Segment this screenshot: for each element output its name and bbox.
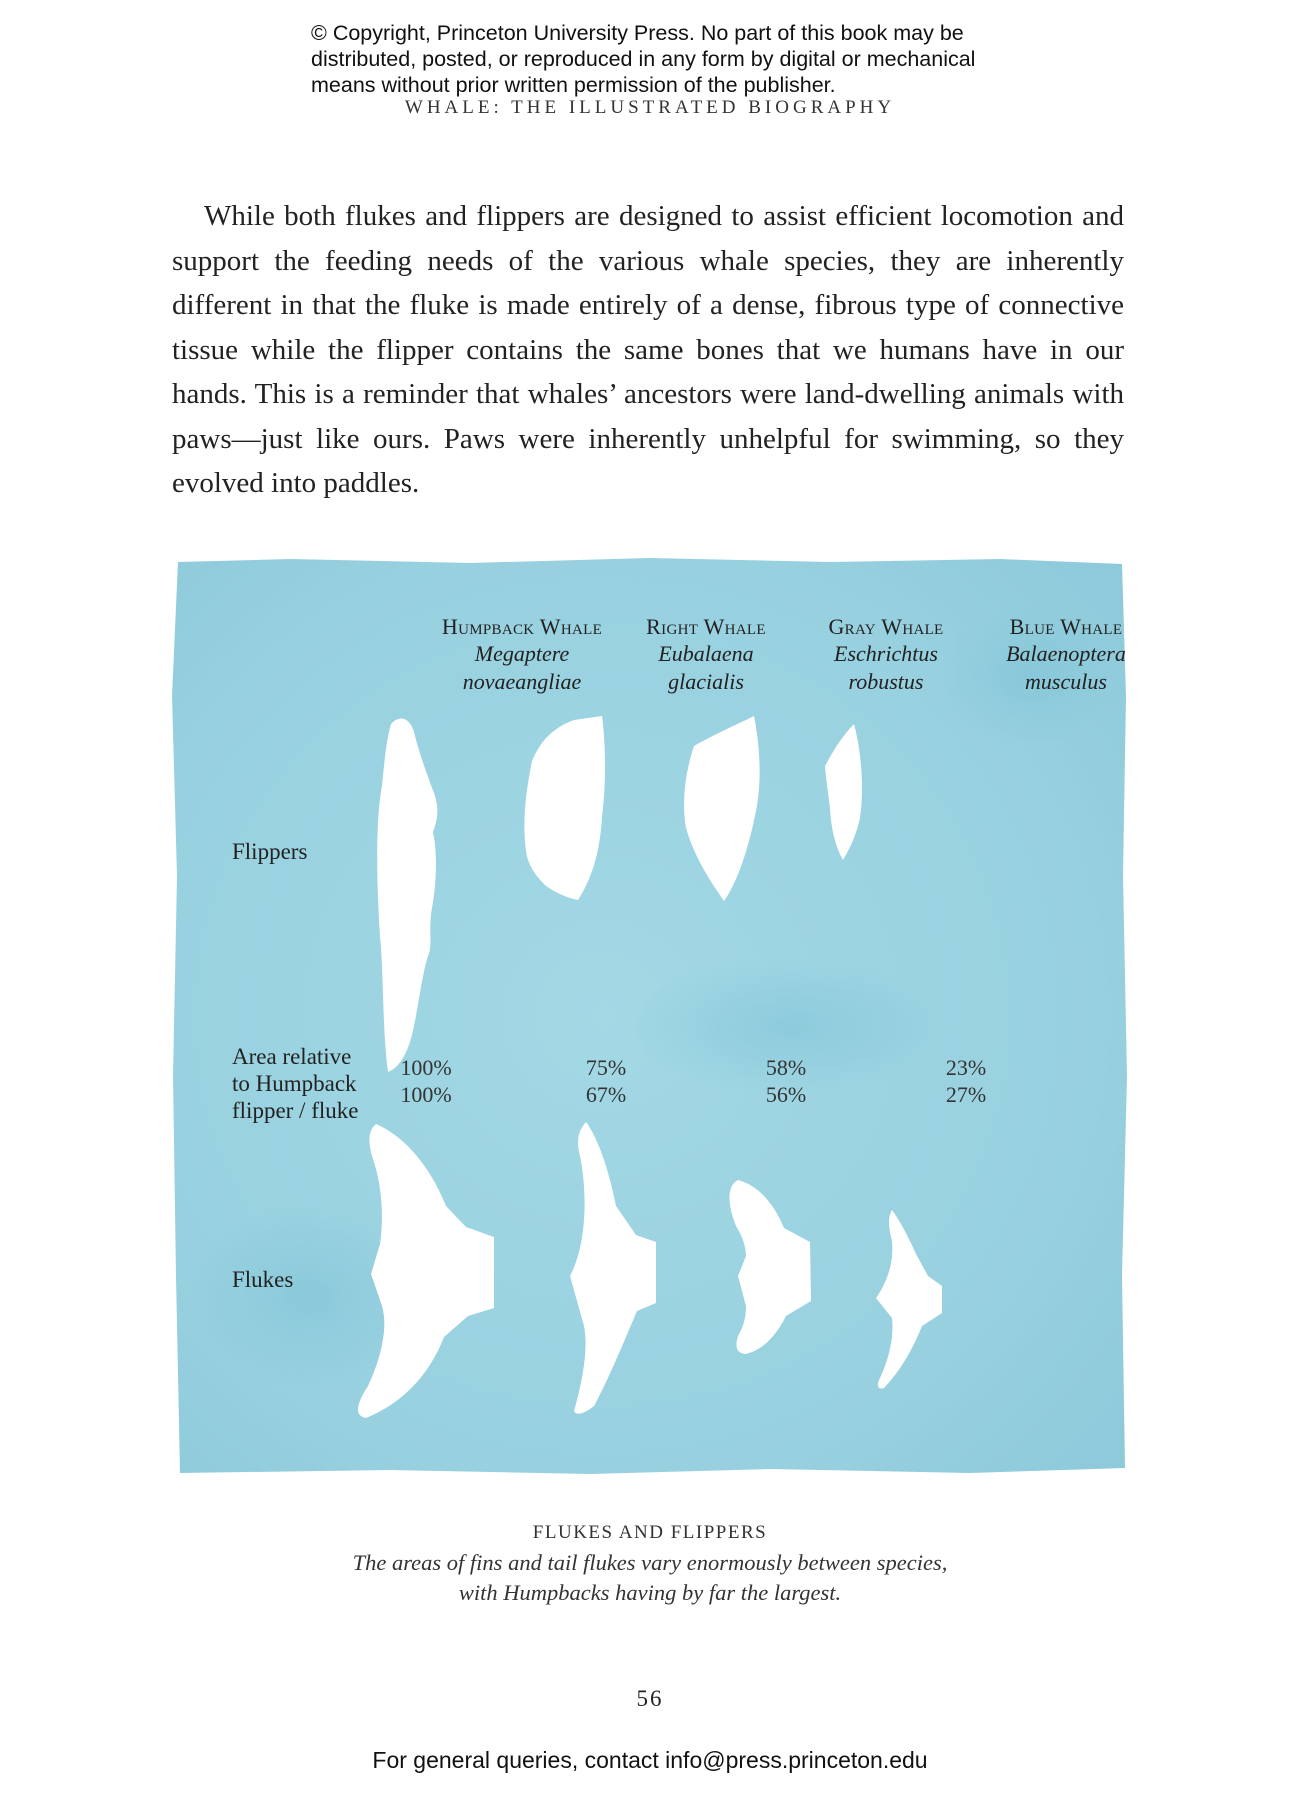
caption-title: FLUKES AND FLIPPERS (532, 1522, 768, 1543)
flipper-area-value: 23% (945, 1055, 987, 1080)
fluke-area-value: 56% (765, 1082, 807, 1107)
species-common-name: Right Whale (646, 614, 766, 639)
blue-area-values (906, 1054, 1026, 1108)
species-latin-name: robustus (848, 669, 924, 694)
fluke-area-value: 100% (400, 1082, 452, 1107)
fluke-area-value: 67% (585, 1082, 627, 1107)
page-number: 56 (636, 1686, 664, 1711)
copyright-notice (311, 20, 1031, 98)
flipper-area-value: 58% (765, 1055, 807, 1080)
fluke-area-value: 27% (945, 1082, 987, 1107)
species-header-gray (786, 614, 986, 696)
species-header-humpback (422, 614, 622, 696)
copyright-line: distributed, posted, or reproduced in any form by digital or mechanical (311, 47, 976, 71)
copyright-line: © Copyright, Princeton University Press. No part of this book may be (311, 21, 964, 45)
area-row-label (232, 1043, 358, 1124)
caption-line: with Humpbacks having by far the largest. (458, 1580, 842, 1605)
flukes-flippers-figure (170, 556, 1130, 1476)
body-paragraph: While both flukes and flippers are designed to assist efficient locomotion and support the feeding needs of the various whale species, they are inherently different in that the fluke is made entirely of a dense, fibrous type of connective tissue while the flipper contains the same bones that we humans have in our hands. This is a reminder that whales’ ancestors were land-dwelling animals with paws—just like ours. Paws were inherently unhelpful for swimming, so they evolved into paddles. (172, 200, 1124, 499)
right-area-values (546, 1054, 666, 1108)
species-common-name: Humpback Whale (441, 614, 603, 639)
species-latin-name: Eschrichtus (834, 641, 938, 666)
footer-contact: For general queries, contact info@press.princeton.edu (372, 1747, 928, 1773)
running-head: WHALE: THE ILLUSTRATED BIOGRAPHY (404, 97, 896, 118)
species-latin-name: novaeangliae (462, 669, 582, 694)
flipper-area-value: 75% (585, 1055, 627, 1080)
flipper-area-value: 100% (400, 1055, 452, 1080)
species-latin-name: glacialis (668, 669, 744, 694)
area-label-line: Area relative (232, 1044, 352, 1069)
species-header-blue (966, 614, 1166, 696)
flippers-row-label: Flippers (232, 839, 308, 864)
species-latin-name: Megaptere (474, 641, 570, 666)
gray-area-values (726, 1054, 846, 1108)
humpback-area-values (366, 1054, 486, 1108)
copyright-line: means without prior written permission of the publisher. (311, 73, 836, 97)
area-label-line: flipper / fluke (232, 1098, 359, 1123)
species-common-name: Blue Whale (1009, 614, 1123, 639)
species-latin-name: Eubalaena (658, 641, 754, 666)
flukes-row-label: Flukes (232, 1267, 294, 1292)
species-common-name: Gray Whale (828, 614, 944, 639)
species-latin-name: Balaenoptera (1006, 641, 1126, 666)
species-header-right (606, 614, 806, 696)
species-latin-name: musculus (1025, 669, 1107, 694)
area-label-line: to Humpback (232, 1071, 357, 1096)
caption-line: The areas of fins and tail flukes vary enormously between species, (352, 1550, 948, 1575)
caption-text (0, 1548, 1300, 1608)
